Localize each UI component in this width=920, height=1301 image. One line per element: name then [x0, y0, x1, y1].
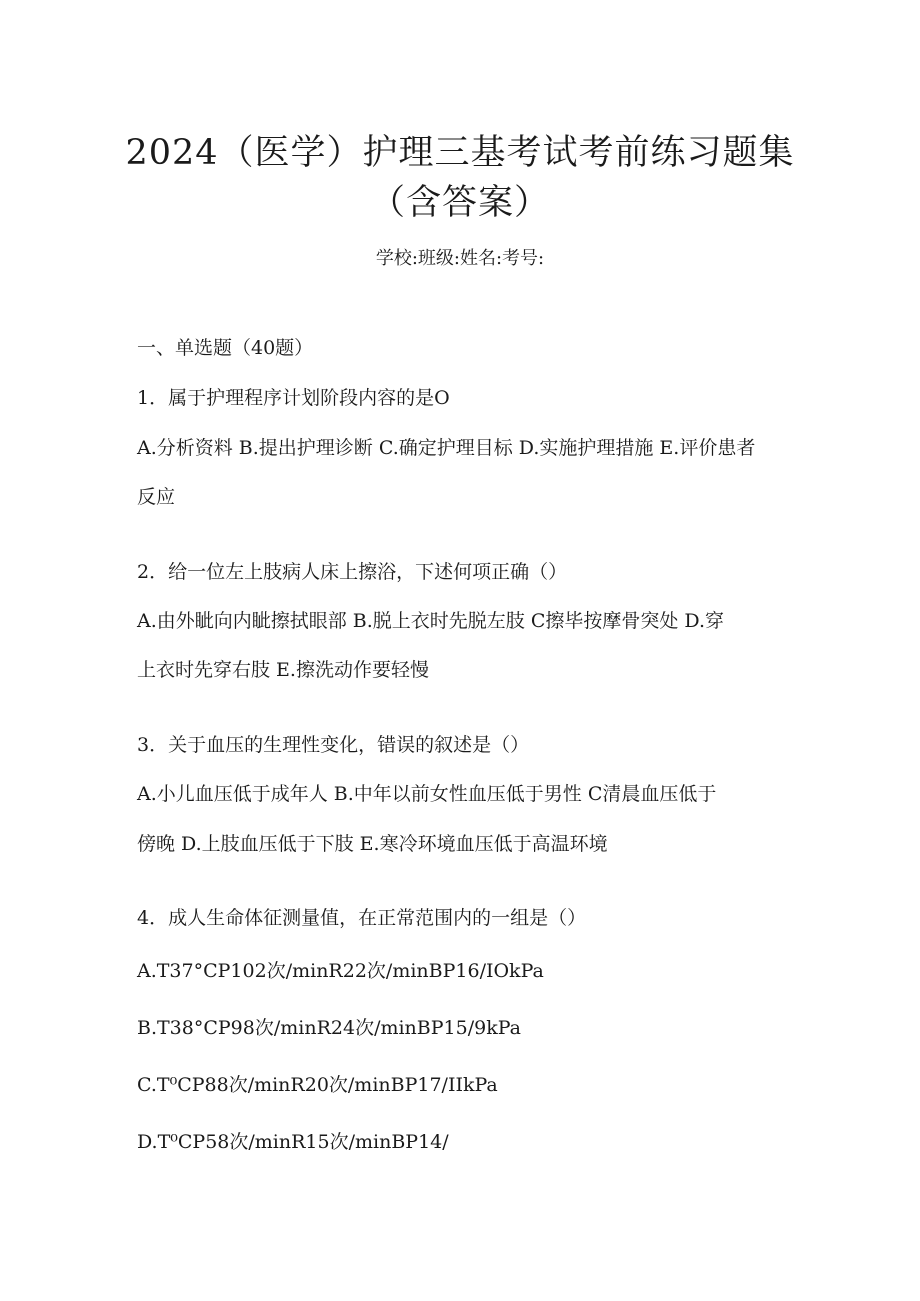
question-3-options-line-1: A.小儿血压低于成年人 B.中年以前女性血压低于男性 C清晨血压低于	[137, 783, 717, 805]
question-1-options-line-2: 反应	[137, 486, 176, 508]
section-heading: 一、单选题（40题）	[137, 337, 314, 359]
question-4-stem: 4．成人生命体征测量值，在正常范围内的一组是（）	[137, 907, 587, 929]
question-3-stem: 3．关于血压的生理性变化，错误的叙述是（）	[137, 734, 530, 756]
question-1-stem: 1．属于护理程序计划阶段内容的是O	[137, 387, 450, 409]
question-4-option-d: D.T⁰CP58次/minR15次/minBP14/	[137, 1131, 449, 1153]
question-1-options-line-1: A.分析资料 B.提出护理诊断 C.确定护理目标 D.实施护理措施 E.评价患者	[137, 437, 756, 459]
student-info-line: 学校:班级:姓名:考号:	[375, 248, 545, 269]
document-title-line-2: （含答案）	[369, 183, 550, 223]
question-2-options-line-1: A.由外眦向内眦擦拭眼部 B.脱上衣时先脱左肢 C擦毕按摩骨突处 D.穿	[137, 610, 725, 632]
question-2-options-line-2: 上衣时先穿右肢 E.擦洗动作要轻慢	[137, 659, 429, 681]
question-4-option-b: B.T38°CP98次/minR24次/minBP15/9kPa	[137, 1017, 521, 1039]
document-title-line-1: 2024（医学）护理三基考试考前练习题集	[125, 133, 795, 173]
question-3-options-line-2: 傍晚 D.上肢血压低于下肢 E.寒冷环境血压低于高温环境	[137, 833, 608, 855]
question-4-option-c: C.T⁰CP88次/minR20次/minBP17/IIkPa	[137, 1074, 498, 1096]
question-2-stem: 2．给一位左上肢病人床上擦浴，下述何项正确（）	[137, 561, 568, 583]
question-4-option-a: A.T37°CP102次/minR22次/minBP16/IOkPa	[137, 960, 544, 982]
